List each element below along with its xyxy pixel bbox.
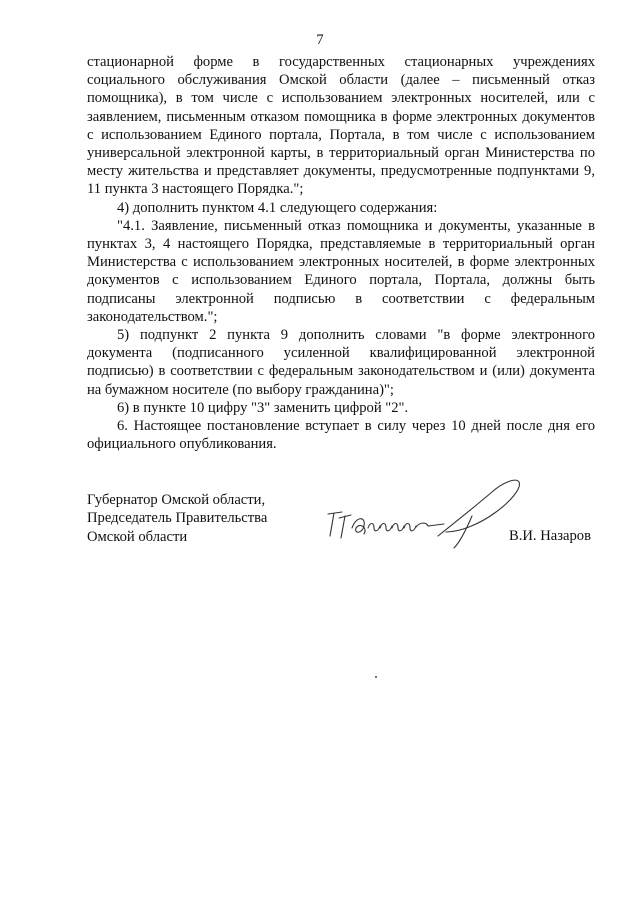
stray-dot [375,676,377,678]
paragraph-continuation: стационарной форме в государственных стационарных учреждениях социального обслуживания Омской области (далее – письменный отказ помощника), в том числе с использованием электронных носителей, или с заявлением, письменным отказом помощника в форме электронных документов с использованием Единого портала, Портала, в том числе с использованием универсальной электронной карты, в территориальный орган Министерства по месту жительства и представляет документы, предусмотренные подпунктами 9, 11 пункта 3 настоящего Порядка."; [87,54,595,198]
paragraph-effective-date: 6. Настоящее постановление вступает в силу через 10 дней после дня его официального опубликования. [87,418,595,453]
signatory-title-line-1: Губернатор Омской области, [87,492,266,508]
paragraph-item-5: 5) подпункт 2 пункта 9 дополнить словами "в форме электронного документа (подписанного усиленной квалифицированной электронной подписью) в соответствии с федеральным законодательством и (или) документа на бумажном носителе (по выбору гражданина)"; [87,327,595,398]
page-number: 7 [316,32,324,48]
signatory-title-block [87,491,267,546]
paragraph-item-6: 6) в пункте 10 цифру "3" заменить цифрой "2". [117,399,409,416]
signatory-name: В.И. Назаров [509,528,591,544]
document-body [87,53,595,453]
handwritten-signature [320,470,530,550]
signatory-title-line-2: Председатель Правительства [87,510,268,527]
paragraph-item-4-1: "4.1. Заявление, письменный отказ помощника и документы, указанные в пунктах 3, 4 настоящего Порядка, представляемые в территориальный орган Министерства с использованием электронных носителей, в форме электронных документов с использованием Единого портала, Портала, должны быть подписаны электронной подписью в соответствии с федеральным законодательством."; [87,217,595,325]
paragraph-item-4: 4) дополнить пунктом 4.1 следующего содержания: [117,199,438,216]
signatory-title-line-3: Омской области [87,528,188,545]
